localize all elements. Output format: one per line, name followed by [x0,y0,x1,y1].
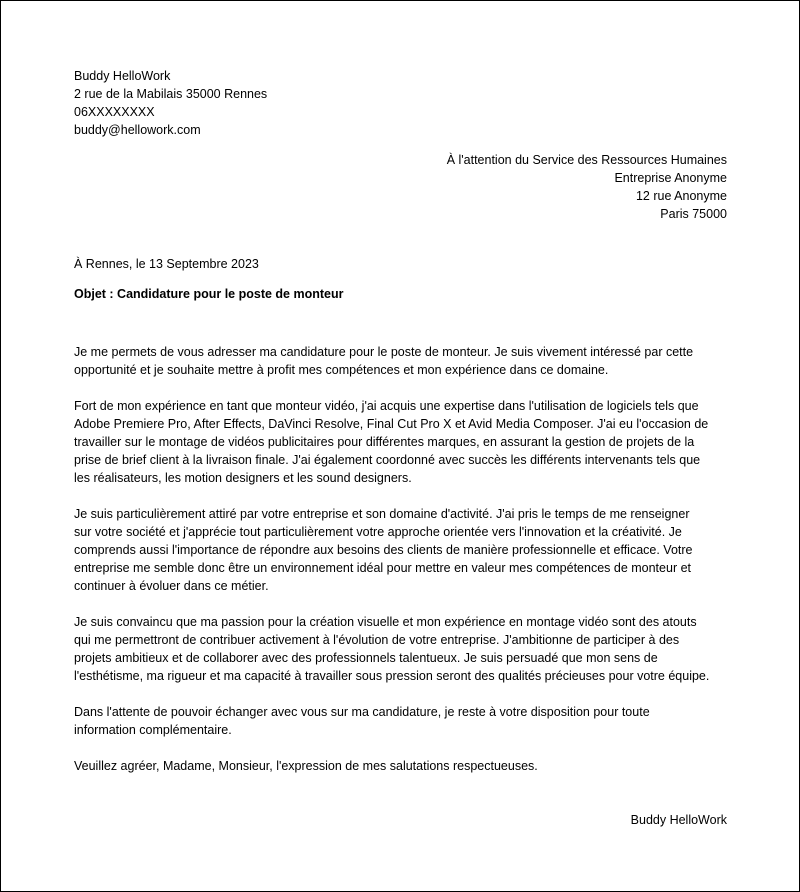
sender-email: buddy@hellowork.com [74,123,201,137]
sender-phone: 06XXXXXXXX [74,105,155,119]
closing-paragraph [74,757,734,775]
paragraph-line: Veuillez agréer, Madame, Monsieur, l'expression de mes salutations respectueuses. [74,759,538,773]
paragraph-line: information complémentaire. [74,723,232,737]
subject-line: Objet : Candidature pour le poste de monteur [74,287,344,301]
paragraph-line: Je suis convaincu que ma passion pour la création visuelle et mon expérience en montage vidéo sont des atouts [74,615,697,629]
paragraph-line: l'esthétisme, ma rigueur et ma capacité à travailler sous pression seront des qualités précieuses pour votre équipe. [74,669,710,683]
paragraph-line: Fort de mon expérience en tant que monteur vidéo, j'ai acquis une expertise dans l'utilisation de logiciels tels que [74,399,699,413]
paragraph-line: sur votre société et j'apprécie tout particulièrement votre approche orientée vers l'innovation et la créativité. Je [74,525,682,539]
body-paragraph-1 [74,343,734,379]
paragraph-line: Je me permets de vous adresser ma candidature pour le poste de monteur. Je suis vivement intéressé par cette [74,345,694,359]
paragraph-line: continuer à évoluer dans ce métier. [74,579,269,593]
recipient-street: 12 rue Anonyme [635,189,727,203]
paragraph-line: Je suis particulièrement attiré par votre entreprise et son domaine d'activité. J'ai pris le temps de me renseigner [74,507,690,521]
body-paragraph-5 [74,703,734,739]
sender-address: 2 rue de la Mabilais 35000 Rennes [74,87,268,101]
date-line: À Rennes, le 13 Septembre 2023 [74,257,259,271]
body-paragraph-3 [74,505,734,595]
paragraph-line: comprends aussi l'importance de répondre aux besoins des clients de manière professionnelle et efficace. Votre [74,543,693,557]
paragraph-line: qui me permettront de contribuer activement à l'évolution de votre entreprise. J'ambitionne de participer à des [74,633,680,647]
paragraph-line: prise de brief client à la livraison finale. J'ai également coordonné avec succès les différents intervenants tels que [74,453,701,467]
recipient-company: Entreprise Anonyme [614,171,727,185]
signature: Buddy HelloWork [630,813,727,827]
sender-name: Buddy HelloWork [74,69,171,83]
sender-block [74,67,734,139]
paragraph-line: projets ambitieux et de collaborer avec des professionnels talentueux. Je suis persuadé que mon sens de [74,651,658,665]
recipient-attention: À l'attention du Service des Ressources Humaines [446,153,727,167]
recipient-block [447,151,727,223]
body-paragraph-2 [74,397,734,487]
recipient-city: Paris 75000 [660,207,727,221]
paragraph-line: entreprise me semble donc être un environnement idéal pour mettre en valeur mes compétences de monteur et [74,561,691,575]
paragraph-line: Dans l'attente de pouvoir échanger avec vous sur ma candidature, je reste à votre disposition pour toute [74,705,650,719]
paragraph-line: Adobe Premiere Pro, After Effects, DaVinci Resolve, Final Cut Pro X et Avid Media Composer. J'ai eu l'occasion de [74,417,709,431]
paragraph-line: travailler sur le montage de vidéos publicitaires pour différentes marques, en assurant la gestion de projets de la [74,435,695,449]
body-paragraph-4 [74,613,734,685]
paragraph-line: opportunité et je souhaite mettre à profit mes compétences et mon expérience dans ce domaine. [74,363,609,377]
paragraph-line: les réalisateurs, les motion designers et les sound designers. [74,471,412,485]
